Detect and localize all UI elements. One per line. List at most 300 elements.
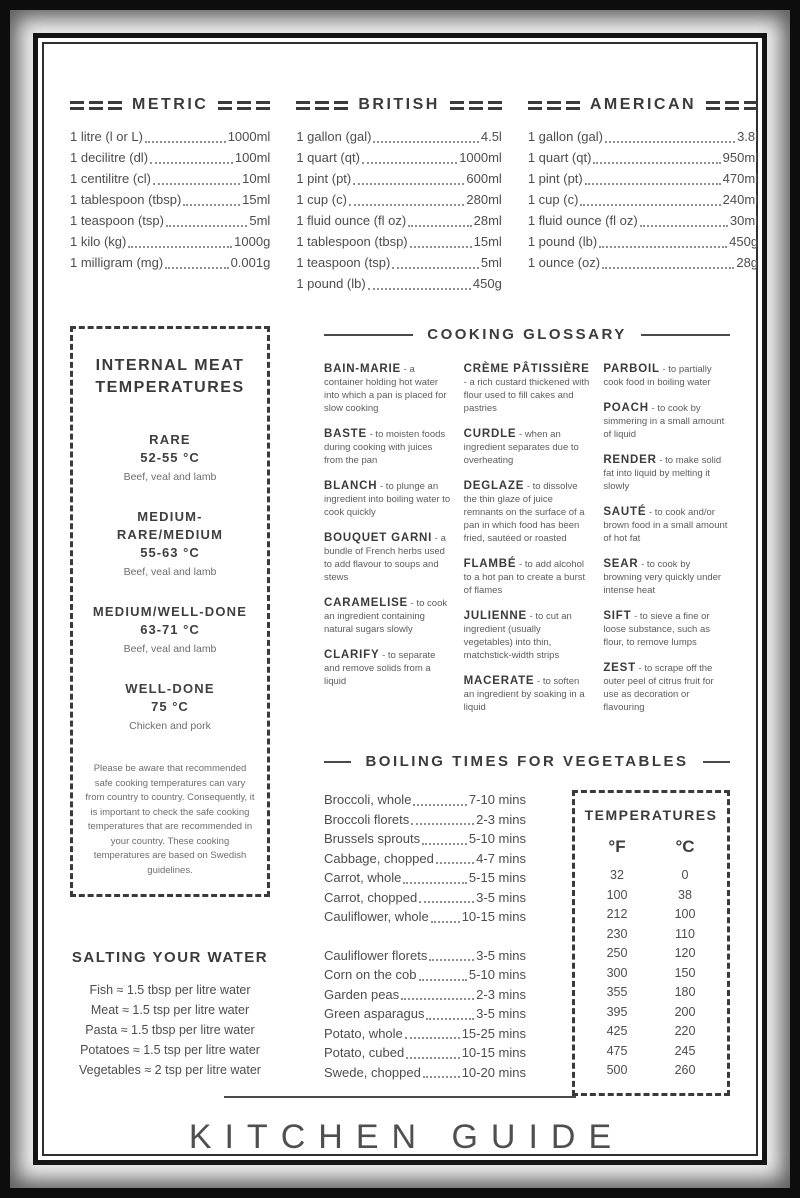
glossary-entry <box>603 662 730 714</box>
dotted-leader <box>153 168 240 189</box>
glossary-section <box>324 326 730 727</box>
temperature-row <box>583 905 719 925</box>
boiling-time-value: 3-5 mins <box>476 1006 526 1021</box>
vegetable-label: Carrot, whole <box>324 870 402 885</box>
conversion-value: 470ml <box>722 171 759 186</box>
glossary-term: CURDLE <box>463 428 517 440</box>
vegetable-label: Cauliflower florets <box>324 947 428 963</box>
fahrenheit-value: 355 <box>606 985 628 999</box>
conversion-row <box>296 126 502 147</box>
british-table-rows <box>296 126 502 294</box>
conversion-row <box>528 231 758 252</box>
boiling-group-2 <box>324 946 526 1083</box>
boiling-times-lists <box>324 790 526 1096</box>
meat-disclaimer: Please be aware that recommended safe cooking temperatures can vary from country to country. Consequently, it is important to check the safe cooking temperatures that are recommended in your country. These cooking temperatures are based on Swedish guidelines. <box>85 763 255 876</box>
boiling-times-section <box>324 753 730 1096</box>
conversion-tables-section <box>70 96 759 294</box>
dotted-leader <box>128 231 232 252</box>
conversion-row <box>70 252 270 273</box>
temperature-row <box>583 1042 719 1062</box>
conversion-label: 1 cup (c) <box>527 192 579 207</box>
boiling-row <box>324 1004 526 1024</box>
conversion-label: 1 centilitre (cl) <box>70 171 151 186</box>
conversion-row <box>296 252 502 273</box>
celsius-value: 220 <box>674 1024 696 1038</box>
boiling-time-value: 5-15 mins <box>468 870 526 885</box>
conversion-row <box>528 126 758 147</box>
conversion-value: 10ml <box>242 171 271 186</box>
glossary-term: JULIENNE <box>463 610 527 622</box>
salting-line: Fish ≈ 1.5 tbsp per litre water <box>89 983 251 997</box>
conversion-value: 30ml <box>729 213 759 228</box>
glossary-entry <box>464 480 591 545</box>
conversion-row <box>70 126 270 147</box>
vegetable-label: Swede, chopped <box>324 1064 421 1080</box>
glossary-term: DEGLAZE <box>463 480 525 492</box>
celsius-value: 150 <box>674 965 696 980</box>
dotted-leader <box>429 946 474 966</box>
conversion-value: 950ml <box>722 150 759 165</box>
dotted-leader <box>411 810 474 830</box>
boiling-row <box>324 965 526 985</box>
conversion-row <box>296 210 502 231</box>
dotted-leader <box>422 829 467 849</box>
glossary-term: CRÈME PÂTISSIÈRE <box>463 363 590 375</box>
glossary-entry <box>603 610 730 649</box>
glossary-entry <box>603 363 730 389</box>
celsius-value: 110 <box>675 926 695 941</box>
meat-temperature-range: 63-71 °C <box>140 622 200 637</box>
celsius-value: 120 <box>674 946 696 960</box>
celsius-value: 260 <box>674 1063 696 1077</box>
boiling-row <box>324 790 526 810</box>
footer-rule-line <box>224 1096 576 1098</box>
glossary-term: POACH <box>603 402 649 414</box>
conversion-value: 5ml <box>480 255 502 270</box>
glossary-definition: - to make solid fat into liquid by melting it slowly <box>603 455 722 492</box>
conversion-value: 4.5l <box>480 129 502 144</box>
fahrenheit-value: 212 <box>606 907 628 921</box>
meat-doneness-name: RARE <box>149 432 191 447</box>
glossary-term: BASTE <box>324 428 367 440</box>
conversion-label: 1 pint (pt) <box>296 171 352 186</box>
temperatures-title: TEMPERATURES <box>584 807 718 823</box>
glossary-header <box>324 326 730 343</box>
vegetable-label: Carrot, chopped <box>324 889 418 905</box>
conversion-row <box>70 168 270 189</box>
glossary-term: SIFT <box>603 610 632 622</box>
meat-doneness-name: WELL-DONE <box>125 681 215 696</box>
left-column <box>70 326 270 1096</box>
conversion-row <box>70 210 270 231</box>
salting-line: Meat ≈ 1.5 tsp per litre water <box>90 1003 250 1017</box>
glossary-term: SEAR <box>603 558 639 570</box>
dotted-leader <box>183 189 240 210</box>
celsius-value: 245 <box>674 1043 696 1058</box>
conversion-label: 1 teaspoon (tsp) <box>70 213 164 228</box>
temperature-row <box>583 866 719 886</box>
rule-line <box>324 761 351 763</box>
fahrenheit-value: 300 <box>606 965 628 980</box>
fahrenheit-column-header: °F <box>608 837 626 856</box>
salting-line: Vegetables ≈ 2 tsp per litre water <box>79 1063 261 1077</box>
vegetable-label: Cauliflower, whole <box>324 909 429 924</box>
vegetable-label: Corn on the cob <box>324 967 417 982</box>
conversion-value: 15ml <box>242 192 271 207</box>
conversion-value: 1000ml <box>227 129 271 144</box>
conversion-value: 280ml <box>466 192 502 207</box>
glossary-term: BAIN-MARIE <box>324 363 401 375</box>
conversion-row <box>296 273 502 294</box>
meat-type-note: Beef, veal and lamb <box>123 643 217 655</box>
conversion-label: 1 teaspoon (tsp) <box>296 255 391 270</box>
celsius-value: 0 <box>681 868 689 882</box>
boiling-row <box>324 868 526 888</box>
main-columns <box>70 326 730 1096</box>
glossary-term: FLAMBÉ <box>463 558 517 570</box>
salting-title: SALTING YOUR WATER <box>71 949 269 966</box>
glossary-definition: - to cook by simmering in a small amount of liquid <box>603 403 725 440</box>
boiling-time-value: 10-15 mins <box>461 909 526 924</box>
conversion-row <box>528 252 758 273</box>
boiling-times-header <box>324 753 730 770</box>
dotted-leader <box>362 147 457 168</box>
glossary-definition: - a container holding hot water into which a pan is placed for slow cooking <box>324 364 447 414</box>
metric-table-rows <box>70 126 270 273</box>
triple-equals-decoration <box>450 101 502 110</box>
glossary-entry <box>324 532 451 584</box>
dotted-leader <box>436 849 474 869</box>
glossary-definition: - to dissolve the thin glaze of juice remnants on the surface of a pan in which food has been fried, sautéed or roasted <box>463 481 585 544</box>
meat-entries <box>85 431 255 732</box>
meat-entry <box>85 603 255 655</box>
glossary-definition: - to add alcohol to a hot pan to create a burst of flames <box>463 559 586 596</box>
conversion-value: 450g <box>729 234 759 249</box>
dotted-leader <box>580 189 720 210</box>
salting-section <box>70 949 270 1080</box>
vegetable-label: Broccoli florets <box>324 811 410 827</box>
conversion-value: 1000ml <box>459 150 502 165</box>
conversion-value: 100ml <box>234 150 271 165</box>
conversion-label: 1 fluid ounce (fl oz) <box>527 213 638 228</box>
fahrenheit-value: 395 <box>606 1004 628 1019</box>
conversion-label: 1 decilitre (dl) <box>70 150 149 165</box>
temperature-row <box>583 1022 719 1042</box>
meat-type-note: Beef, veal and lamb <box>123 471 217 483</box>
dotted-leader <box>368 273 471 294</box>
boiling-row <box>324 946 526 966</box>
boiling-row <box>324 888 526 908</box>
meat-temperature-range: 55-63 °C <box>140 545 200 560</box>
glossary-term: ZEST <box>603 662 636 674</box>
american-table <box>528 96 758 294</box>
vegetable-label: Potato, whole <box>324 1025 403 1041</box>
dotted-leader <box>405 1024 460 1044</box>
poster-title: KITCHEN GUIDE <box>188 1117 625 1156</box>
dotted-leader <box>166 210 247 231</box>
conversion-row <box>296 189 502 210</box>
meat-temperatures-box <box>70 326 270 897</box>
boiling-row <box>324 907 526 927</box>
dotted-leader <box>593 147 720 168</box>
glossary-definition: - when an ingredient separates due to overheating <box>463 429 579 466</box>
conversion-label: 1 tablespoon (tbsp) <box>70 192 182 207</box>
conversion-label: 1 ounce (oz) <box>527 255 601 270</box>
glossary-entry <box>464 558 591 597</box>
conversion-label: 1 quart (qt) <box>296 150 360 165</box>
conversion-label: 1 cup (c) <box>296 192 347 207</box>
dotted-leader <box>431 907 460 927</box>
glossary-term: BOUQUET GARNI <box>324 532 433 544</box>
boiling-time-value: 5-10 mins <box>468 967 526 982</box>
glossary-entry <box>603 454 730 493</box>
salting-line: Potatoes ≈ 1.5 tsp per litre water <box>80 1043 260 1057</box>
boiling-times-grid <box>324 790 730 1096</box>
conversion-label: 1 fluid ounce (fl oz) <box>296 213 407 228</box>
boiling-time-value: 15-25 mins <box>461 1025 526 1041</box>
boiling-time-value: 2-3 mins <box>476 811 526 827</box>
conversion-label: 1 pint (pt) <box>527 171 583 186</box>
conversion-label: 1 gallon (gal) <box>527 129 603 144</box>
meat-entry <box>85 431 255 483</box>
boiling-time-value: 4-7 mins <box>476 850 526 866</box>
conversion-value: 600ml <box>466 171 502 186</box>
boiling-row <box>324 1063 526 1083</box>
glossary-columns <box>324 363 730 727</box>
metric-table-title: METRIC <box>132 96 209 113</box>
glossary-entry <box>603 506 730 545</box>
glossary-entry <box>324 649 451 688</box>
glossary-definition: - to partially cook food in boiling water <box>603 364 712 388</box>
glossary-definition: - a rich custard thickened with flour used to fill cakes and pastries <box>463 377 590 414</box>
british-table <box>296 96 502 294</box>
celsius-value: 180 <box>674 985 696 999</box>
right-column <box>324 326 730 1096</box>
glossary-term: RENDER <box>603 454 657 466</box>
glossary-term: BLANCH <box>324 480 378 492</box>
temperature-row <box>583 983 719 1003</box>
dotted-leader <box>419 965 467 985</box>
conversion-row <box>528 168 758 189</box>
conversion-row <box>528 147 758 168</box>
frame-mat-bevel <box>10 10 790 1188</box>
boiling-time-value: 7-10 mins <box>468 792 526 807</box>
glossary-definition: - to cut an ingredient (usually vegetables) into thin, matchstick-width strips <box>463 611 572 661</box>
conversion-row <box>70 189 270 210</box>
glossary-entry <box>324 428 451 467</box>
footer <box>70 1096 730 1157</box>
fahrenheit-value: 425 <box>606 1024 628 1038</box>
dotted-leader <box>150 147 233 168</box>
conversion-value: 1000g <box>234 234 271 249</box>
conversion-value: 28ml <box>473 213 502 228</box>
conversion-value: 240ml <box>722 192 759 207</box>
salting-line: Pasta ≈ 1.5 tbsp per litre water <box>85 1023 255 1037</box>
temperatures-rows <box>583 866 719 1081</box>
meat-temperature-range: 75 °C <box>151 699 189 714</box>
vegetable-label: Cabbage, chopped <box>324 850 434 866</box>
metric-table <box>70 96 270 294</box>
rule-line <box>703 761 730 763</box>
glossary-definition: - to moisten foods during cooking with juices from the pan <box>324 429 446 466</box>
glossary-entry <box>324 597 451 636</box>
boiling-time-value: 3-5 mins <box>476 889 526 905</box>
boiling-time-value: 10-20 mins <box>461 1064 526 1080</box>
conversion-label: 1 litre (l or L) <box>70 129 143 144</box>
conversion-row <box>528 189 758 210</box>
conversion-row <box>528 210 758 231</box>
conversion-label: 1 pound (lb) <box>296 276 366 291</box>
boiling-row <box>324 1043 526 1063</box>
metric-table-header <box>70 96 270 114</box>
glossary-term: PARBOIL <box>603 363 660 375</box>
temperature-row <box>583 964 719 984</box>
glossary-entry <box>603 402 730 441</box>
conversion-row <box>296 231 502 252</box>
dotted-leader <box>403 868 467 888</box>
dotted-leader <box>410 231 472 252</box>
glossary-term: SAUTÉ <box>603 506 647 518</box>
glossary-entry <box>324 480 451 519</box>
triple-equals-decoration <box>706 101 758 110</box>
meat-entry <box>85 680 255 732</box>
american-table-title: AMERICAN <box>589 96 697 113</box>
conversion-label: 1 pound (lb) <box>527 234 598 249</box>
meat-temperature-range: 52-55 °C <box>140 450 200 465</box>
boiling-row <box>324 985 526 1005</box>
dotted-leader <box>599 231 727 252</box>
meat-entry <box>85 508 255 578</box>
dotted-leader <box>349 189 465 210</box>
fahrenheit-value: 500 <box>606 1063 628 1077</box>
meat-type-note: Beef, veal and lamb <box>123 566 217 578</box>
dotted-leader <box>145 126 226 147</box>
dotted-leader <box>585 168 721 189</box>
glossary-definition: - to plunge an ingredient into boiling water to cook quickly <box>324 481 451 518</box>
conversion-label: 1 gallon (gal) <box>296 129 372 144</box>
dotted-leader <box>426 1004 474 1024</box>
vegetable-label: Green asparagus <box>324 1006 425 1021</box>
glossary-definition: - a bundle of French herbs used to add flavour to soups and stews <box>324 533 446 583</box>
dotted-leader <box>373 126 478 147</box>
glossary-column-3 <box>603 363 730 727</box>
conversion-row <box>296 168 502 189</box>
temperatures-box <box>572 790 730 1096</box>
conversion-value: 28g <box>736 255 759 270</box>
dotted-leader <box>408 210 471 231</box>
celsius-value: 200 <box>674 1004 696 1019</box>
boiling-time-value: 5-10 mins <box>468 831 526 846</box>
fahrenheit-value: 475 <box>606 1043 628 1058</box>
dotted-leader <box>406 1043 459 1063</box>
triple-equals-decoration <box>70 101 122 110</box>
temperature-row <box>583 925 719 945</box>
temperature-row <box>583 944 719 964</box>
vegetable-label: Broccoli, whole <box>324 792 412 807</box>
glossary-entry <box>464 428 591 467</box>
temperatures-column-headers <box>583 837 719 857</box>
dotted-leader <box>605 126 735 147</box>
boiling-row <box>324 1024 526 1044</box>
british-table-header <box>296 96 502 114</box>
salting-lines <box>70 980 270 1080</box>
fahrenheit-value: 32 <box>610 868 624 882</box>
glossary-column-2 <box>464 363 591 727</box>
rule-line <box>324 334 413 336</box>
boiling-time-value: 2-3 mins <box>476 986 526 1002</box>
glossary-definition: - to separate and remove solids from a liquid <box>324 650 436 687</box>
conversion-label: 1 tablespoon (tbsp) <box>296 234 408 249</box>
glossary-definition: - to cook by browning very quickly under intense heat <box>603 559 722 596</box>
glossary-column-1 <box>324 363 451 727</box>
meat-temperatures-title: INTERNAL MEAT TEMPERATURES <box>95 357 245 396</box>
glossary-definition: - to scrape off the outer peel of citrus fruit for use as decoration or flavouring <box>603 663 714 713</box>
american-table-rows <box>528 126 758 273</box>
boiling-group-1 <box>324 790 526 927</box>
temperature-row <box>583 886 719 906</box>
conversion-row <box>296 147 502 168</box>
conversion-label: 1 kilo (kg) <box>70 234 127 249</box>
frame-thin-border <box>42 42 758 1156</box>
temperature-row <box>583 1003 719 1023</box>
rule-line <box>641 334 730 336</box>
fahrenheit-value: 250 <box>606 946 628 960</box>
dotted-leader <box>602 252 734 273</box>
vegetable-label: Garden peas <box>324 986 400 1002</box>
glossary-definition: - to soften an ingredient by soaking in a liquid <box>463 676 585 713</box>
celsius-value: 38 <box>678 887 692 902</box>
dotted-leader <box>165 252 228 273</box>
poster-content <box>44 44 759 1156</box>
celsius-column-header: °C <box>675 837 695 856</box>
boiling-times-title: BOILING TIMES FOR VEGETABLES <box>365 753 689 770</box>
conversion-label: 1 quart (qt) <box>527 150 592 165</box>
triple-equals-decoration <box>296 101 348 110</box>
meat-type-note: Chicken and pork <box>129 720 211 732</box>
boiling-row <box>324 829 526 849</box>
fahrenheit-value: 230 <box>606 926 628 941</box>
dotted-leader <box>392 252 479 273</box>
dotted-leader <box>401 985 474 1005</box>
glossary-definition: - to cook and/or brown food in a small amount of hot fat <box>603 507 728 544</box>
conversion-value: 5ml <box>249 213 271 228</box>
meat-doneness-name: MEDIUM/WELL-DONE <box>92 604 248 619</box>
triple-equals-decoration <box>528 101 580 110</box>
temperature-row <box>583 1061 719 1081</box>
conversion-row <box>70 147 270 168</box>
fahrenheit-value: 100 <box>606 887 628 902</box>
glossary-entry <box>603 558 730 597</box>
conversion-value: 15ml <box>473 234 502 249</box>
dotted-leader <box>413 790 466 810</box>
conversion-value: 0.001g <box>230 255 271 270</box>
boiling-row <box>324 849 526 869</box>
conversion-value: 3.8l <box>737 129 759 144</box>
meat-doneness-name: MEDIUM-RARE/MEDIUM <box>116 509 224 542</box>
american-table-header <box>528 96 758 114</box>
dotted-leader <box>640 210 728 231</box>
boiling-row <box>324 810 526 830</box>
glossary-term: CLARIFY <box>324 649 380 661</box>
boiling-time-value: 3-5 mins <box>476 947 526 963</box>
dotted-leader <box>423 1063 460 1083</box>
conversion-row <box>70 231 270 252</box>
glossary-definition: - to cook an ingredient containing natural sugars slowly <box>324 598 448 635</box>
celsius-value: 100 <box>674 907 696 921</box>
glossary-entry <box>464 675 591 714</box>
frame-inner-border <box>33 33 767 1165</box>
glossary-entry <box>324 363 451 415</box>
